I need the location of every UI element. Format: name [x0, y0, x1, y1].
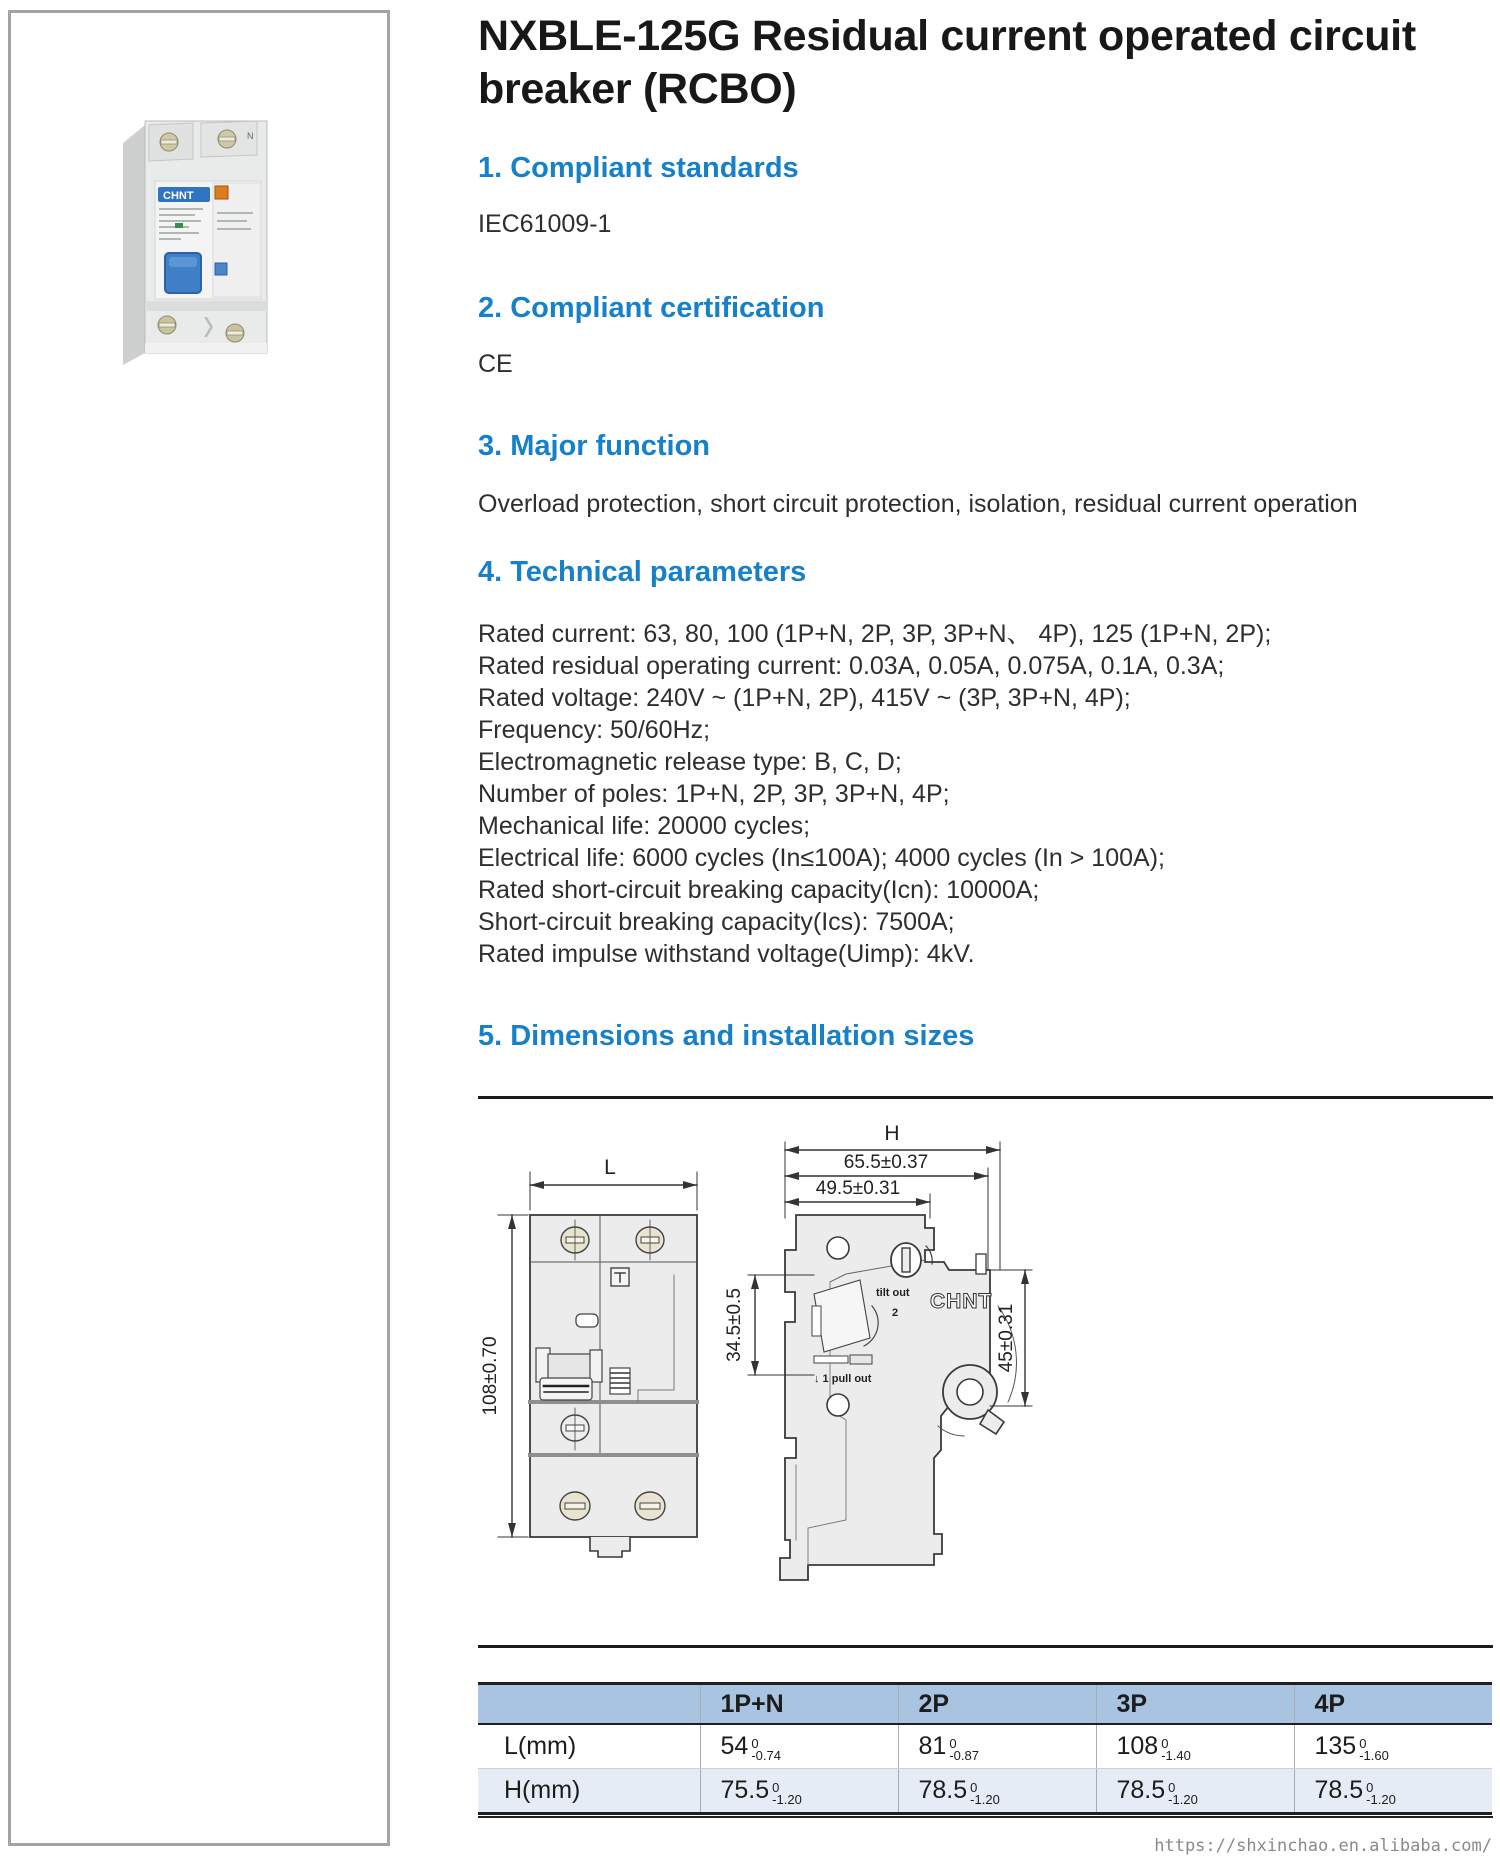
- section-heading-compliant-certification: 2. Compliant certification: [478, 292, 825, 324]
- table-header-row: [478, 1684, 1492, 1725]
- face-plate-right: [213, 183, 261, 297]
- dim-label-49-5: 49.5±0.31: [815, 1178, 901, 1199]
- section-heading-dimensions: 5. Dimensions and installation sizes: [478, 1020, 975, 1052]
- header-cell-4p: 4P: [1294, 1684, 1492, 1725]
- n-marking: N: [247, 131, 254, 141]
- technical-parameters-list: [478, 618, 1492, 970]
- dimension-drawings: [478, 1110, 1492, 1642]
- param-line: Mechanical life: 20000 cycles;: [478, 812, 811, 840]
- note-tilt-number: 2: [892, 1307, 899, 1319]
- side-view-drawing: [724, 1122, 1032, 1580]
- cell-L-2p: 81 0 -0.87: [898, 1724, 1096, 1769]
- cell-H-4p: 78.5 0 -1.20: [1294, 1769, 1492, 1814]
- arc-chute-hatch: [610, 1368, 630, 1394]
- cell-H-2p: 78.5 0 -1.20: [898, 1769, 1096, 1814]
- din-clip-front: [590, 1537, 630, 1557]
- dim-label-45: 45±0.31: [996, 1303, 1017, 1373]
- row-label-H: H(mm): [478, 1769, 700, 1814]
- status-window: [175, 223, 183, 228]
- breaker-side-face: [123, 125, 145, 365]
- front-view-drawing: [480, 1156, 697, 1557]
- divider-rule-bottom: [478, 1645, 1493, 1648]
- table-bottom-double-border: [478, 1816, 1493, 1818]
- body-band: [145, 301, 267, 311]
- brand-logo-side: CHNT: [930, 1290, 993, 1313]
- dim-label-34-5: 34.5±0.5: [724, 1288, 745, 1362]
- dimensions-table: [478, 1682, 1492, 1815]
- product-photo-frame: [8, 10, 390, 1846]
- footer-url-link[interactable]: https://shxinchao.en.alibaba.com/: [1154, 1836, 1492, 1856]
- section-heading-major-function: 3. Major function: [478, 430, 710, 462]
- table-row-H: [478, 1769, 1492, 1814]
- dim-label-L: L: [604, 1156, 616, 1179]
- row-label-L: L(mm): [478, 1724, 700, 1769]
- section-heading-compliant-standards: 1. Compliant standards: [478, 152, 799, 184]
- param-line: Rated current: 63, 80, 100 (1P+N, 2P, 3P, 3P+N、 4P), 125 (1P+N, 2P);: [478, 620, 1272, 648]
- section-body-compliant-certification: CE: [478, 350, 513, 378]
- body-bottom: [145, 343, 267, 353]
- header-cell-3p: 3P: [1096, 1684, 1294, 1725]
- dim-label-65-5: 65.5±0.37: [843, 1152, 929, 1173]
- note-tilt-out: tilt out: [876, 1287, 910, 1299]
- param-line: Short-circuit breaking capacity(Ics): 7500A;: [478, 908, 955, 936]
- param-line: Frequency: 50/60Hz;: [478, 716, 711, 744]
- cell-L-1pn: 54 0 -0.74: [700, 1724, 898, 1769]
- cell-L-3p: 108 0 -1.40: [1096, 1724, 1294, 1769]
- brand-logo: CHNT: [163, 190, 194, 202]
- param-line: Number of poles: 1P+N, 2P, 3P, 3P+N, 4P;: [478, 780, 950, 808]
- cell-H-3p: 78.5 0 -1.20: [1096, 1769, 1294, 1814]
- toggle-highlight: [169, 257, 197, 267]
- divider-rule-top: [478, 1096, 1493, 1099]
- screw-slot: [159, 323, 175, 327]
- header-cell-2p: 2P: [898, 1684, 1096, 1725]
- header-cell-blank: [478, 1684, 700, 1725]
- cell-L-4p: 135 0 -1.60: [1294, 1724, 1492, 1769]
- screw-slot: [161, 140, 177, 144]
- param-line: Rated residual operating current: 0.03A, 0.05A, 0.075A, 0.1A, 0.3A;: [478, 652, 1225, 680]
- page-title: [478, 10, 1500, 116]
- trip-indicator: [215, 186, 228, 199]
- toggle-lever-front: [536, 1348, 602, 1400]
- dim-label-H: H: [884, 1122, 900, 1145]
- page-title-line2: breaker (RCBO): [478, 65, 797, 113]
- dim-label-108: 108±0.70: [480, 1336, 501, 1416]
- indicator-window: [576, 1314, 598, 1327]
- page-title-line1: NXBLE-125G Residual current operated circuit: [478, 12, 1416, 60]
- param-line: Electrical life: 6000 cycles (In≤100A); 4000 cycles (In > 100A);: [478, 844, 1165, 872]
- section-body-compliant-standards: IEC61009-1: [478, 210, 612, 238]
- product-photo: [111, 95, 291, 395]
- test-button: [215, 263, 227, 275]
- section-heading-technical-parameters: 4. Technical parameters: [478, 556, 807, 588]
- section-body-major-function: Overload protection, short circuit protection, isolation, residual current operation: [478, 490, 1358, 518]
- param-line: Rated impulse withstand voltage(Uimp): 4kV.: [478, 940, 975, 968]
- header-cell-1pn: 1P+N: [700, 1684, 898, 1725]
- param-line: Electromagnetic release type: B, C, D;: [478, 748, 902, 776]
- param-line: Rated short-circuit breaking capacity(Icn): 10000A;: [478, 876, 1040, 904]
- note-pull-out: ↓ 1 pull out: [814, 1373, 872, 1385]
- param-line: Rated voltage: 240V ~ (1P+N, 2P), 415V ~ (3P, 3P+N, 4P);: [478, 684, 1131, 712]
- screw-slot: [219, 137, 235, 141]
- screw-slot: [227, 331, 243, 335]
- cell-H-1pn: 75.5 0 -1.20: [700, 1769, 898, 1814]
- table-row-L: [478, 1724, 1492, 1769]
